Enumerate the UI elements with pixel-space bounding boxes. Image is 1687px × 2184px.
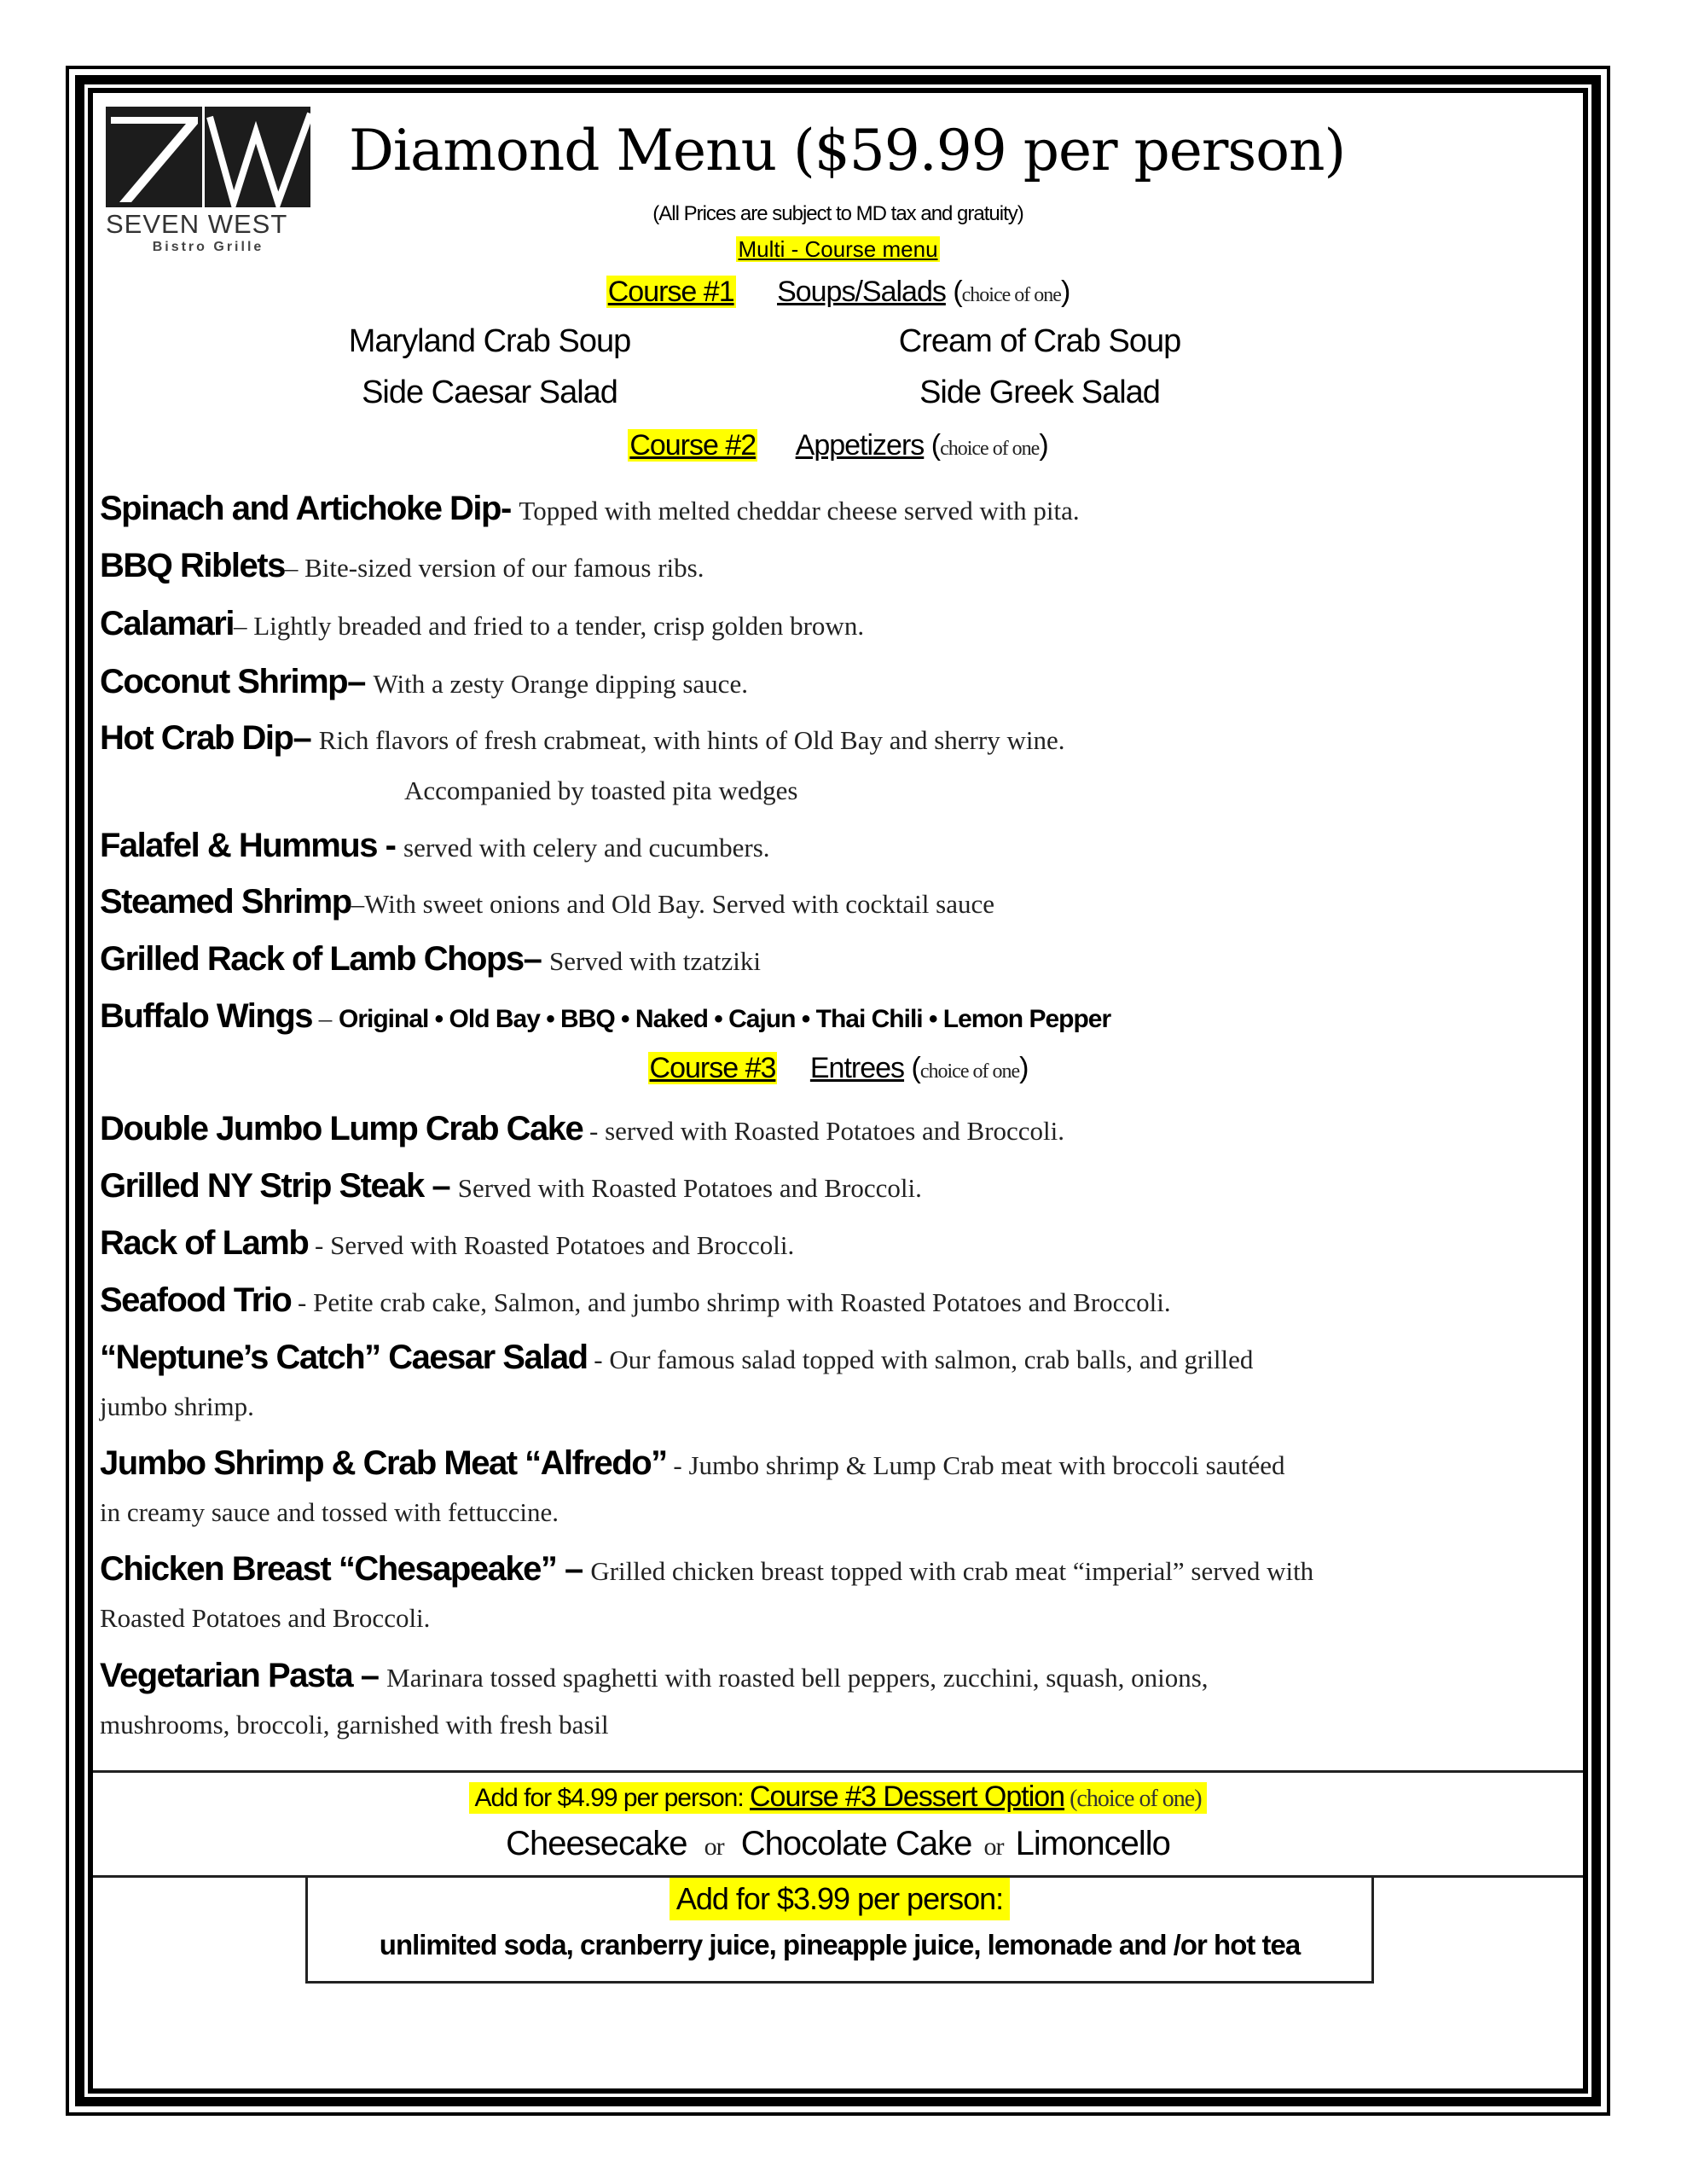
multi-course-banner: Multi - Course menu (738, 236, 938, 262)
course-1-name: Soups/Salads (777, 276, 946, 308)
appetizer-item: Spinach and Artichoke Dip- Topped with melted cheddar cheese served with pita. (100, 490, 1080, 527)
course-3-heading: Course #3 Entrees (choice of one) (649, 1052, 1029, 1084)
dessert-option: Cheesecake (506, 1825, 687, 1862)
course-2-choice: choice of one (940, 438, 1040, 460)
course-3-label: Course #3 (649, 1052, 776, 1084)
course-3-choice: choice of one (919, 1060, 1020, 1083)
entree-desc-continued: in creamy sauce and tossed with fettuccine. (100, 1497, 559, 1527)
menu-page (93, 93, 1583, 2088)
entree-item: Double Jumbo Lump Crab Cake - served with Roasted Potatoes and Broccoli. (100, 1110, 1065, 1147)
drinks-addon-box (305, 1875, 1374, 1984)
salad-option: Side Caesar Salad (362, 375, 617, 410)
appetizer-item: Falafel & Hummus - served with celery and cucumbers. (100, 827, 770, 864)
logo-seven-icon (106, 107, 202, 207)
appetizer-item: Grilled Rack of Lamb Chops– Served with tzatziki (100, 940, 761, 978)
appetizer-item: Hot Crab Dip– Rich flavors of fresh crabmeat, with hints of Old Bay and sherry wine. (100, 719, 1065, 757)
soup-option: Maryland Crab Soup (348, 323, 631, 359)
appetizer-desc-continued: Accompanied by toasted pita wedges (404, 775, 798, 805)
seven-west-logo (106, 107, 310, 255)
entree-item: Grilled NY Strip Steak – Served with Roasted Potatoes and Broccoli. (100, 1167, 922, 1205)
appetizer-item: Calamari– Lightly breaded and fried to a tender, crisp golden brown. (100, 605, 865, 642)
dessert-option: Chocolate Cake (740, 1825, 972, 1862)
entree-item: Rack of Lamb - Served with Roasted Potatoes and Broccoli. (100, 1224, 795, 1262)
page-title: Diamond Menu ($59.99 per person) (349, 118, 1346, 183)
logo-mark-7w (106, 107, 310, 207)
soup-option: Cream of Crab Soup (898, 323, 1181, 359)
appetizer-item: Steamed Shrimp–With sweet onions and Old Bay. Served with cocktail sauce (100, 883, 994, 921)
dessert-heading (93, 1780, 1583, 1814)
logo-name: SEVEN WEST (106, 209, 288, 239)
salad-option: Side Greek Salad (919, 375, 1160, 410)
course-2-name: Appetizers (795, 429, 925, 462)
entree-item: Chicken Breast “Chesapeake” – Grilled chicken breast topped with crab meat “imperial” served with (100, 1550, 1314, 1588)
appetizer-item: Buffalo Wings – Original • Old Bay • BBQ • Naked • Cajun • Thai Chili • Lemon Pepper (100, 997, 1111, 1035)
section-divider (93, 1770, 1583, 1773)
tax-note: (All Prices are subject to MD tax and gratuity) (652, 202, 1023, 225)
dessert-options: Cheesecake or Chocolate Cake or Limoncello (506, 1825, 1170, 1862)
course-3-name: Entrees (809, 1052, 905, 1084)
course-2-heading: Course #2 Appetizers (choice of one) (629, 429, 1048, 462)
entree-desc-continued: jumbo shrimp. (100, 1391, 254, 1421)
course-1-choice: choice of one (961, 284, 1061, 306)
logo-tagline: Bistro Grille (152, 240, 264, 254)
course-1-heading: Course #1 Soups/Salads (choice of one) (607, 276, 1070, 308)
entree-desc-continued: Roasted Potatoes and Broccoli. (100, 1603, 431, 1633)
dessert-option: Limoncello (1015, 1825, 1170, 1862)
appetizer-item: Coconut Shrimp– With a zesty Orange dipping sauce. (100, 663, 748, 700)
entree-desc-continued: mushrooms, broccoli, garnished with fresh basil (100, 1710, 609, 1740)
drinks-list: unlimited soda, cranberry juice, pineapple juice, lemonade and /or hot tea (379, 1929, 1301, 1960)
course-1-label: Course #1 (607, 276, 734, 308)
entree-item: Jumbo Shrimp & Crab Meat “Alfredo” - Jumbo shrimp & Lump Crab meat with broccoli sautéed (100, 1444, 1285, 1482)
entree-item: Seafood Trio - Petite crab cake, Salmon, and jumbo shrimp with Roasted Potatoes and Broccoli. (100, 1281, 1171, 1319)
drinks-heading: Add for $3.99 per person: (670, 1878, 1010, 1920)
entree-item: “Neptune’s Catch” Caesar Salad - Our famous salad topped with salmon, crab balls, and grilled (100, 1339, 1254, 1376)
course-2-label: Course #2 (629, 429, 757, 462)
dessert-highlight: Add for $4.99 per person: Course #3 Dessert Option (choice of one) (469, 1782, 1206, 1814)
entree-item: Vegetarian Pasta – Marinara tossed spaghetti with roasted bell peppers, zucchini, squash, onions, (100, 1657, 1209, 1694)
appetizer-item: BBQ Riblets– Bite-sized version of our famous ribs. (100, 547, 704, 584)
logo-w-icon (205, 107, 310, 207)
